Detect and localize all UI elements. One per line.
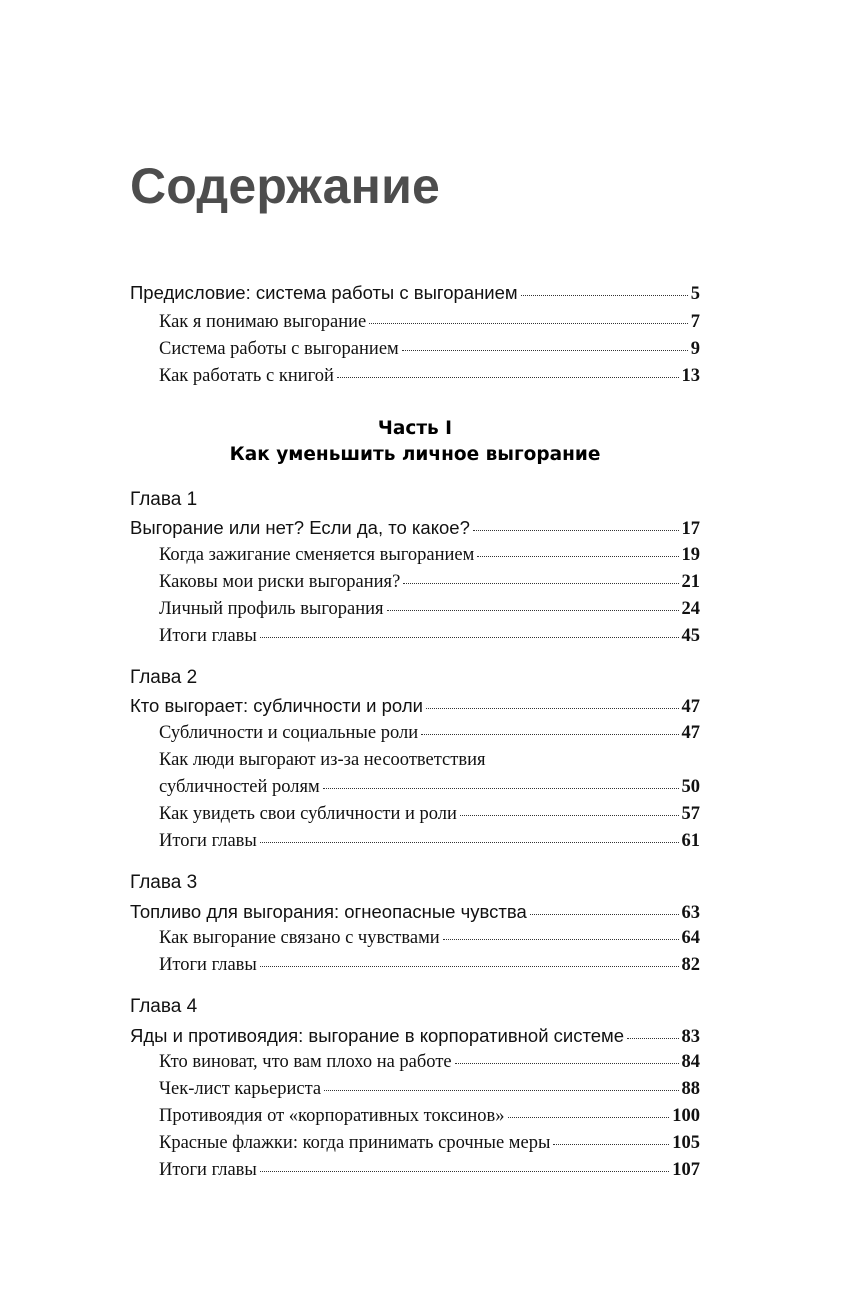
toc-entry-label: Как работать с книгой (159, 366, 334, 386)
toc-page-number: 21 (681, 572, 700, 592)
toc-entry[interactable] (159, 1160, 700, 1181)
toc-entry-label: Личный профиль выгорания (159, 599, 384, 619)
toc-entry[interactable] (159, 1052, 700, 1073)
chapter-heading: Глава 2 (130, 667, 198, 688)
dot-leader (508, 1116, 670, 1118)
toc-entry-label: Как люди выгорают из-за несоответствия (159, 750, 486, 770)
toc-page-number: 7 (690, 312, 700, 332)
toc-page-number: 50 (681, 777, 700, 797)
toc-entry[interactable] (159, 366, 700, 387)
dot-leader (443, 938, 679, 940)
dot-leader (260, 636, 679, 638)
toc-entry[interactable] (159, 545, 700, 566)
toc-entry-label: Предисловие: система работы с выгоранием (130, 282, 518, 303)
toc-entry-label: Каковы мои риски выгорания? (159, 572, 401, 592)
toc-page-number: 57 (681, 804, 700, 824)
toc-entry[interactable] (159, 1133, 700, 1154)
toc-entry-label: Как увидеть свои субличности и роли (159, 804, 457, 824)
toc-page-number: 88 (681, 1079, 700, 1099)
toc-entry[interactable] (159, 804, 700, 825)
dot-leader (260, 841, 679, 843)
toc-page-number: 61 (681, 831, 700, 851)
dot-leader (530, 913, 679, 915)
toc-entry-label: Итоги главы (159, 1160, 257, 1180)
toc-entry-label: субличностей ролям (159, 777, 320, 797)
toc-page-number: 84 (681, 1052, 700, 1072)
toc-entry-label: Чек-лист карьериста (159, 1079, 322, 1099)
toc-entry-label: Итоги главы (159, 955, 257, 975)
toc-entry[interactable] (159, 750, 700, 771)
toc-entry-chapter[interactable] (130, 517, 700, 540)
toc-page-number: 47 (681, 697, 700, 717)
page-title: Содержание (130, 158, 441, 214)
dot-leader (477, 555, 678, 557)
dot-leader (553, 1143, 669, 1145)
dot-leader (402, 349, 688, 351)
toc-page-number: 105 (672, 1133, 700, 1153)
toc-page-number: 100 (672, 1106, 700, 1126)
dot-leader (260, 965, 679, 967)
dot-leader (473, 529, 679, 531)
toc-entry-continued[interactable] (159, 777, 700, 798)
dot-leader (323, 787, 679, 789)
toc-entry[interactable] (159, 572, 700, 593)
toc-entry-label: Выгорание или нет? Если да, то какое? (130, 517, 470, 538)
toc-entry-label: Противоядия от «корпоративных токсинов» (159, 1106, 505, 1126)
toc-entry-label: Топливо для выгорания: огнеопасные чувства (130, 901, 527, 922)
toc-entry[interactable] (159, 1079, 700, 1100)
part-title: Как уменьшить личное выгорание (229, 444, 601, 465)
toc-page-number: 13 (681, 366, 700, 386)
part-number: Часть I (377, 418, 453, 439)
dot-leader (324, 1089, 678, 1091)
toc-entry[interactable] (159, 312, 700, 333)
toc-page-number: 5 (690, 284, 700, 304)
dot-leader (521, 294, 688, 296)
chapter-heading: Глава 1 (130, 489, 198, 510)
toc-entry-label: Субличности и социальные роли (159, 723, 419, 743)
toc-entry-chapter[interactable] (130, 1025, 700, 1048)
toc-entry-label: Красные флажки: когда принимать срочные меры (159, 1133, 551, 1153)
toc-entry[interactable] (159, 599, 700, 620)
toc-page-number: 45 (681, 626, 700, 646)
toc-entry[interactable] (159, 723, 700, 744)
toc-entry[interactable] (159, 626, 700, 647)
toc-entry[interactable] (159, 955, 700, 976)
toc-page-number: 64 (681, 928, 700, 948)
toc-entry-preface[interactable] (130, 282, 700, 305)
toc-page-number: 82 (681, 955, 700, 975)
dot-leader (387, 609, 679, 611)
dot-leader (627, 1037, 678, 1039)
toc-page-number: 19 (681, 545, 700, 565)
dot-leader (421, 733, 678, 735)
toc-entry-label: Кто виноват, что вам плохо на работе (159, 1052, 452, 1072)
dot-leader (455, 1062, 679, 1064)
toc-entry-label: Итоги главы (159, 831, 257, 851)
toc-page-number: 83 (681, 1027, 700, 1047)
toc-entry-label: Кто выгорает: субличности и роли (130, 695, 423, 716)
dot-leader (260, 1170, 669, 1172)
dot-leader (403, 582, 678, 584)
toc-entry-label: Как я понимаю выгорание (159, 312, 367, 332)
dot-leader (337, 376, 679, 378)
toc-entry-label: Система работы с выгоранием (159, 339, 399, 359)
dot-leader (460, 814, 679, 816)
dot-leader (369, 322, 687, 324)
toc-entry-chapter[interactable] (130, 901, 700, 924)
toc-page-number: 63 (681, 903, 700, 923)
toc-entry[interactable] (159, 831, 700, 852)
toc-entry[interactable] (159, 1106, 700, 1127)
toc-page-number: 17 (681, 519, 700, 539)
chapter-heading: Глава 4 (130, 996, 198, 1017)
chapter-heading: Глава 3 (130, 872, 198, 893)
toc-entry-label: Как выгорание связано с чувствами (159, 928, 440, 948)
toc-page-number: 107 (672, 1160, 700, 1180)
toc-entry-label: Итоги главы (159, 626, 257, 646)
toc-entry[interactable] (159, 928, 700, 949)
toc-page-number: 24 (681, 599, 700, 619)
toc-entry[interactable] (159, 339, 700, 360)
toc-entry-label: Яды и противоядия: выгорание в корпоративной системе (130, 1025, 625, 1046)
toc-entry-label: Когда зажигание сменяется выгоранием (159, 545, 475, 565)
dot-leader (426, 707, 679, 709)
toc-page-number: 9 (690, 339, 700, 359)
toc-entry-chapter[interactable] (130, 695, 700, 718)
toc-page-number: 47 (681, 723, 700, 743)
